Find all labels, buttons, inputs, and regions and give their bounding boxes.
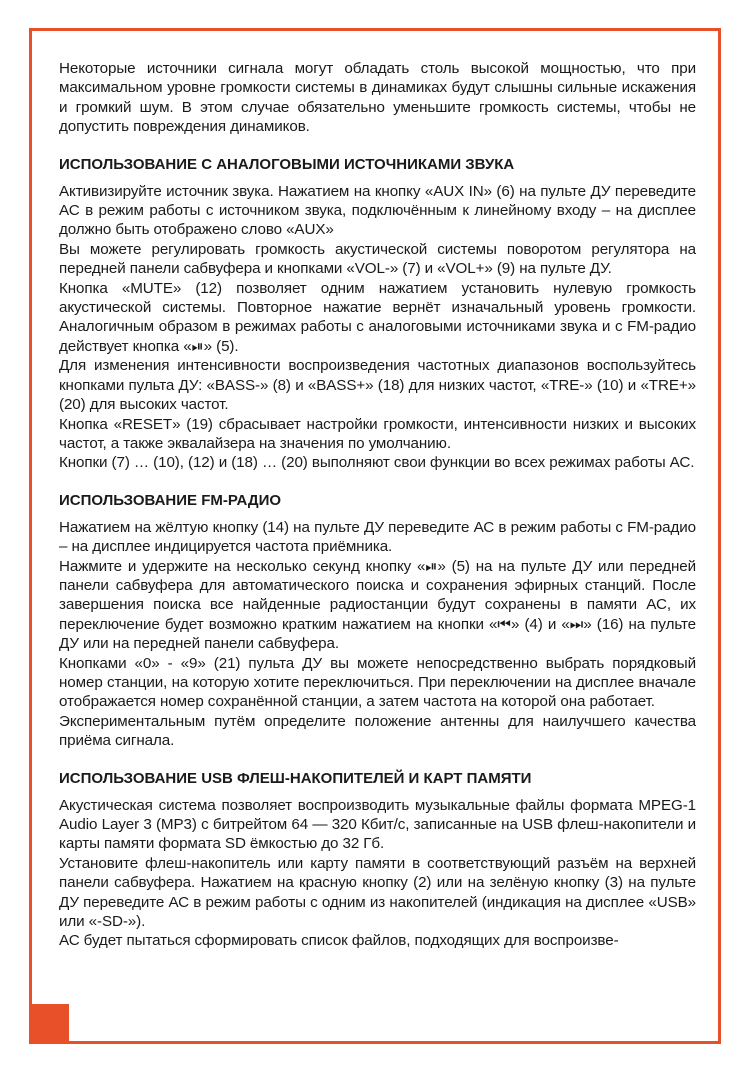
analog-paragraph: Кнопка «MUTE» (12) позволяет одним нажатием установить нулевую громкость акустической системы. Повторное нажатие вернёт изначальный уровень громкости. Аналогичным образом в режимах работы с аналоговыми источниками звука и с FM-радио действует кнопка «⏯» (5).: [59, 279, 696, 355]
analog-paragraph: Активизируйте источник звука. Нажатием на кнопку «AUX IN» (6) на пульте ДУ переведите АС в режим работы с источником звука, подключённым к линейному входу – на дисплее должно быть отображено слово «AUX»: [59, 182, 696, 239]
analog-paragraph: Кнопка «RESET» (19) сбрасывает настройки громкости, интенсивности низких и высоких частот, а также эквалайзера на значения по умолчанию.: [59, 415, 696, 452]
usb-paragraph: Акустическая система позволяет воспроизводить музыкальные файлы формата MPEG-1 Audio Layer 3 (MP3) с битрейтом 64 — 320 Кбит/с, записанные на USB флеш-накопители и карты памяти формата SD ёмкостью до 32 Гб.: [59, 796, 696, 853]
fm-paragraph: Кнопками «0» - «9» (21) пульта ДУ вы можете непосредственно выбрать порядковый номер станции, на которую хотите переключиться. При переключении на дисплее вначале отображается номер сохранённой станции, а затем частота на которой она работает.: [59, 654, 696, 711]
usb-paragraph: АС будет пытаться сформировать список файлов, подходящих для воспроизве-: [59, 932, 619, 950]
heading-analog: ИСПОЛЬЗОВАНИЕ С АНАЛОГОВЫМИ ИСТОЧНИКАМИ ЗВУКА: [59, 155, 515, 173]
analog-paragraph: Кнопки (7) … (10), (12) и (18) … (20) выполняют свои функции во всех режимах работы АС.: [59, 454, 695, 472]
heading-fm: ИСПОЛЬЗОВАНИЕ FM-РАДИО: [59, 491, 282, 509]
intro-paragraph: Некоторые источники сигнала могут обладать столь высокой мощностью, что при максимальном уровне громкости системы в динамиках будут слышны сильные искажения и громкий шум. В этом случае обязательно уменьшите громкость системы, чтобы не допустить повреждения динамиков.: [59, 60, 696, 136]
page-frame: [29, 28, 721, 1044]
document-body: [59, 59, 696, 951]
analog-paragraph: Вы можете регулировать громкость акустической системы поворотом регулятора на передней панели сабвуфера и кнопками «VOL-» (7) и «VOL+» (9) на пульте ДУ.: [59, 240, 696, 278]
usb-paragraph: Установите флеш-накопитель или карту памяти в соответствующий разъём на верхней панели сабвуфера. Нажатием на красную кнопку (2) или на зелёную кнопку (3) на пульте ДУ переведите АС в режим работы с одним из накопителей (индикация на дисплее «USB» или «-SD-»).: [59, 854, 696, 931]
analog-paragraph: Для изменения интенсивности воспроизведения частотных диапазонов воспользуйтесь кнопками пульта ДУ: «BASS-» (8) и «BASS+» (18) для низких частот, «TRE-» (10) и «TRE+» (20) для высоких частот.: [59, 357, 696, 414]
fm-paragraph: Нажмите и удержите на несколько секунд кнопку «⏯» (5) на на пульте ДУ или передней панели сабвуфера для автоматического поиска и сохранения эфирных станций. После завершения поиска все найденные радиостанции будут сохранены в памяти АС, их переключение будет возможно кратким нажатием на кнопки «⏮» (4) и «⏭» (16) на пульте ДУ или на передней панели сабвуфера.: [59, 557, 696, 653]
heading-usb: ИСПОЛЬЗОВАНИЕ USB ФЛЕШ-НАКОПИТЕЛЕЙ И КАРТ ПАМЯТИ: [59, 769, 532, 787]
fm-paragraph: Нажатием на жёлтую кнопку (14) на пульте ДУ переведите АС в режим работы с FM-радио – на дисплее индицируется частота приёмника.: [59, 518, 696, 556]
corner-accent-block: [32, 1004, 69, 1041]
fm-paragraph: Экспериментальным путём определите положение антенны для наилучшего качества приёма сигнала.: [59, 712, 696, 750]
